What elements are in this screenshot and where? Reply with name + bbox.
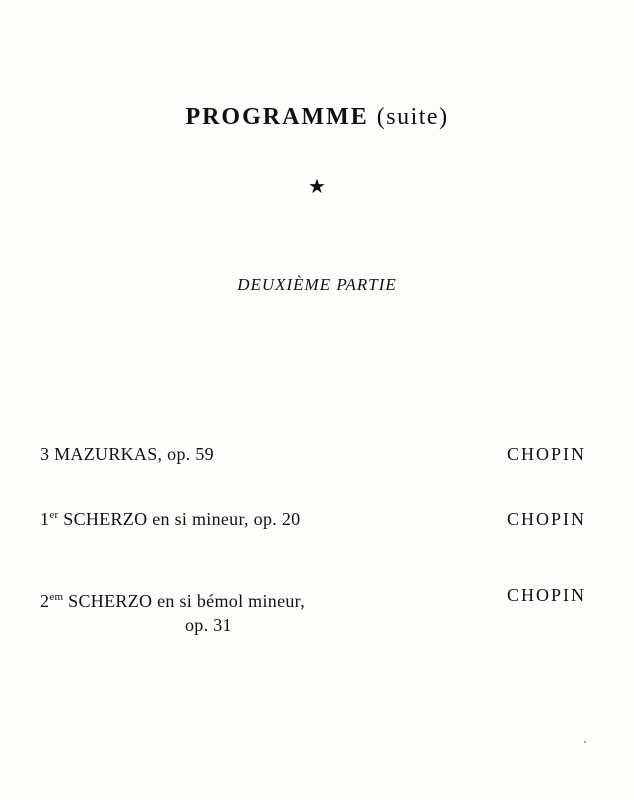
title-suite: (suite) bbox=[376, 104, 449, 130]
item-composer-3: CHOPIN bbox=[506, 585, 586, 605]
program-item-1 bbox=[40, 444, 214, 465]
item-composer-1: CHOPIN bbox=[506, 444, 586, 464]
star-icon: ★ bbox=[308, 176, 326, 198]
program-item-3 bbox=[40, 585, 305, 637]
paper-speck bbox=[584, 741, 586, 743]
item-title: SCHERZO en si mineur, op. 20 bbox=[63, 509, 301, 529]
item-composer-2: CHOPIN bbox=[506, 509, 586, 529]
item-title: SCHERZO en si bémol mineur, bbox=[68, 591, 306, 611]
item-number: 2 bbox=[40, 591, 50, 611]
part-heading: DEUXIÈME PARTIE bbox=[237, 275, 397, 294]
item-number: 1 bbox=[40, 509, 50, 529]
page-title bbox=[0, 104, 634, 131]
title-main: PROGRAMME bbox=[185, 104, 369, 130]
item-title-continuation: op. 31 bbox=[185, 615, 232, 635]
program-item-2 bbox=[40, 509, 300, 530]
item-title: MAZURKAS, op. 59 bbox=[54, 444, 214, 464]
item-ordinal-suffix: em bbox=[49, 591, 64, 603]
item-number: 3 bbox=[40, 444, 50, 464]
item-ordinal-suffix: er bbox=[49, 509, 59, 521]
